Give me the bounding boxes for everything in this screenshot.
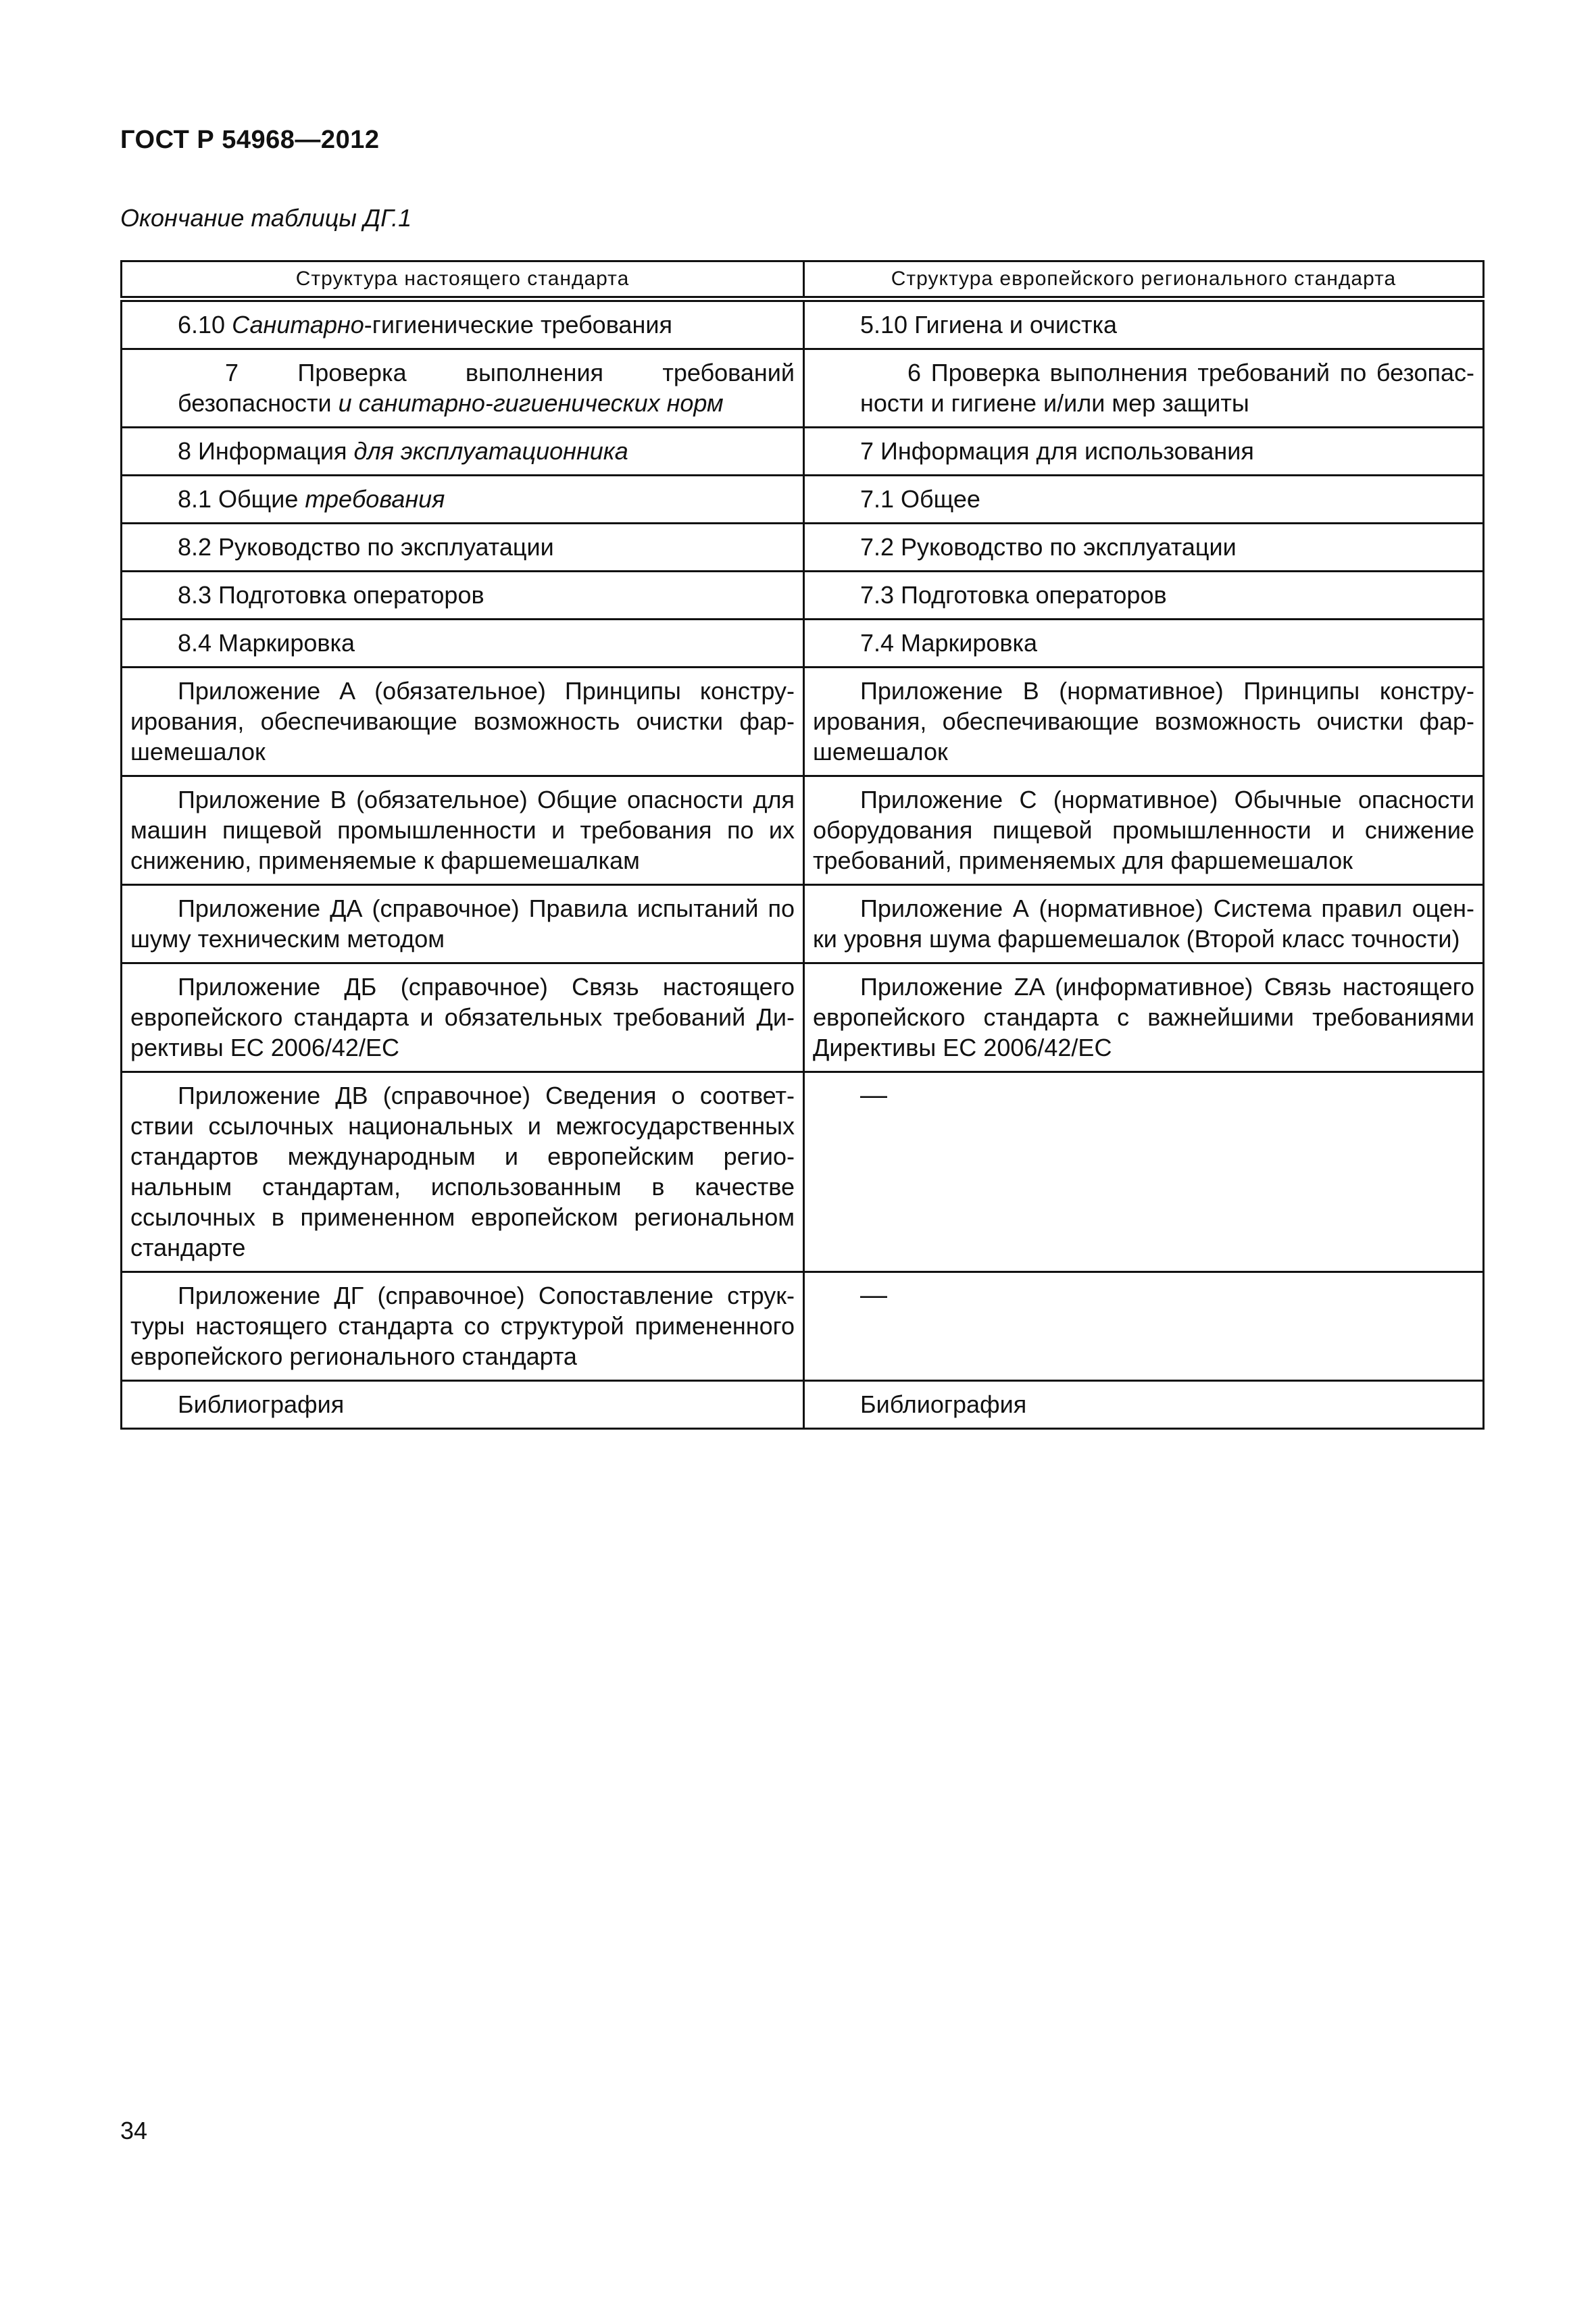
cell-current: Приложение ДГ (справочное) Сопоставление структуры настоящего стандарта со структурой примененного европейского регионального стандарта — [122, 1272, 804, 1381]
cell-european: Библиография — [804, 1381, 1484, 1429]
table-row — [122, 620, 1484, 668]
cell-european: 7.4 Маркировка — [804, 620, 1484, 668]
cell-european: 7.2 Руководство по эксплуатации — [804, 524, 1484, 572]
table-row — [122, 524, 1484, 572]
table-row — [122, 428, 1484, 476]
cell-european: Приложение C (нормативное) Обычные опасности оборудования пищевой промышленности и снижение требований, применяемых для фаршемешалок — [804, 776, 1484, 885]
table-row — [122, 668, 1484, 776]
cell-current: 8.2 Руководство по эксплуатации — [122, 524, 804, 572]
table-row — [122, 299, 1484, 349]
cell-european: 5.10 Гигиена и очистка — [804, 299, 1484, 349]
cell-current: Библиография — [122, 1381, 804, 1429]
cell-current: Приложение ДА (справочное) Правила испытаний по шуму техническим методом — [122, 885, 804, 963]
cell-european: 7.1 Общее — [804, 476, 1484, 524]
table-row — [122, 885, 1484, 963]
table-row — [122, 349, 1484, 428]
cell-current: 8.4 Маркировка — [122, 620, 804, 668]
cell-european: Приложение B (нормативное) Принципы конструирования, обеспечивающие возможность очистки фаршемешалок — [804, 668, 1484, 776]
table-row — [122, 776, 1484, 885]
column-header-current: Структура настоящего стандарта — [122, 261, 804, 299]
cell-european-dash: — — [804, 1272, 1484, 1381]
cell-current: 7 Проверка выполнения требований безопасности и санитарно-гигиенических норм — [122, 349, 804, 428]
cell-current: Приложение В (обязательное) Общие опасности для машин пищевой промышленности и требования по их снижению, применяемые к фаршемешалкам — [122, 776, 804, 885]
cell-european: Приложение ZA (информативное) Связь настоящего европейского стандарта с важнейшими требованиями Директивы ЕС 2006/42/ЕС — [804, 963, 1484, 1072]
table-header-row — [122, 261, 1484, 299]
cell-current: 6.10 Санитарно-гигиенические требования — [122, 299, 804, 349]
cell-current: 8 Информация для эксплуатационника — [122, 428, 804, 476]
table-row — [122, 476, 1484, 524]
column-header-european: Структура европейского регионального стандарта — [804, 261, 1484, 299]
table-row — [122, 1072, 1484, 1272]
cell-current: Приложение ДВ (справочное) Сведения о соответствии ссылочных национальных и межгосударственных стандартов международным и европейским региональным стандартам, использованным в качестве ссылочных в примененном европейском региональном стандарте — [122, 1072, 804, 1272]
cell-current: 8.3 Подготовка операторов — [122, 572, 804, 620]
cell-european-dash: — — [804, 1072, 1484, 1272]
cell-current: Приложение А (обязательное) Принципы конструирования, обеспечивающие возможность очистки фаршемешалок — [122, 668, 804, 776]
table-caption: Окончание таблицы ДГ.1 — [120, 204, 412, 232]
document-code: ГОСТ Р 54968—2012 — [120, 126, 380, 154]
table-row — [122, 1272, 1484, 1381]
cell-european: 7.3 Подготовка операторов — [804, 572, 1484, 620]
cell-current: 8.1 Общие требования — [122, 476, 804, 524]
table-row — [122, 572, 1484, 620]
table-row — [122, 1381, 1484, 1429]
table-row — [122, 963, 1484, 1072]
structure-comparison-table — [120, 260, 1485, 1430]
cell-european: Приложение А (нормативное) Система правил оценки уровня шума фаршемешалок (Второй класс точности) — [804, 885, 1484, 963]
cell-european: 7 Информация для использования — [804, 428, 1484, 476]
cell-european: 6 Проверка выполнения требований по безопасности и гигиене и/или мер защиты — [804, 349, 1484, 428]
cell-current: Приложение ДБ (справочное) Связь настоящего европейского стандарта и обязательных требований Директивы ЕС 2006/42/ЕС — [122, 963, 804, 1072]
page-number: 34 — [120, 2117, 148, 2144]
